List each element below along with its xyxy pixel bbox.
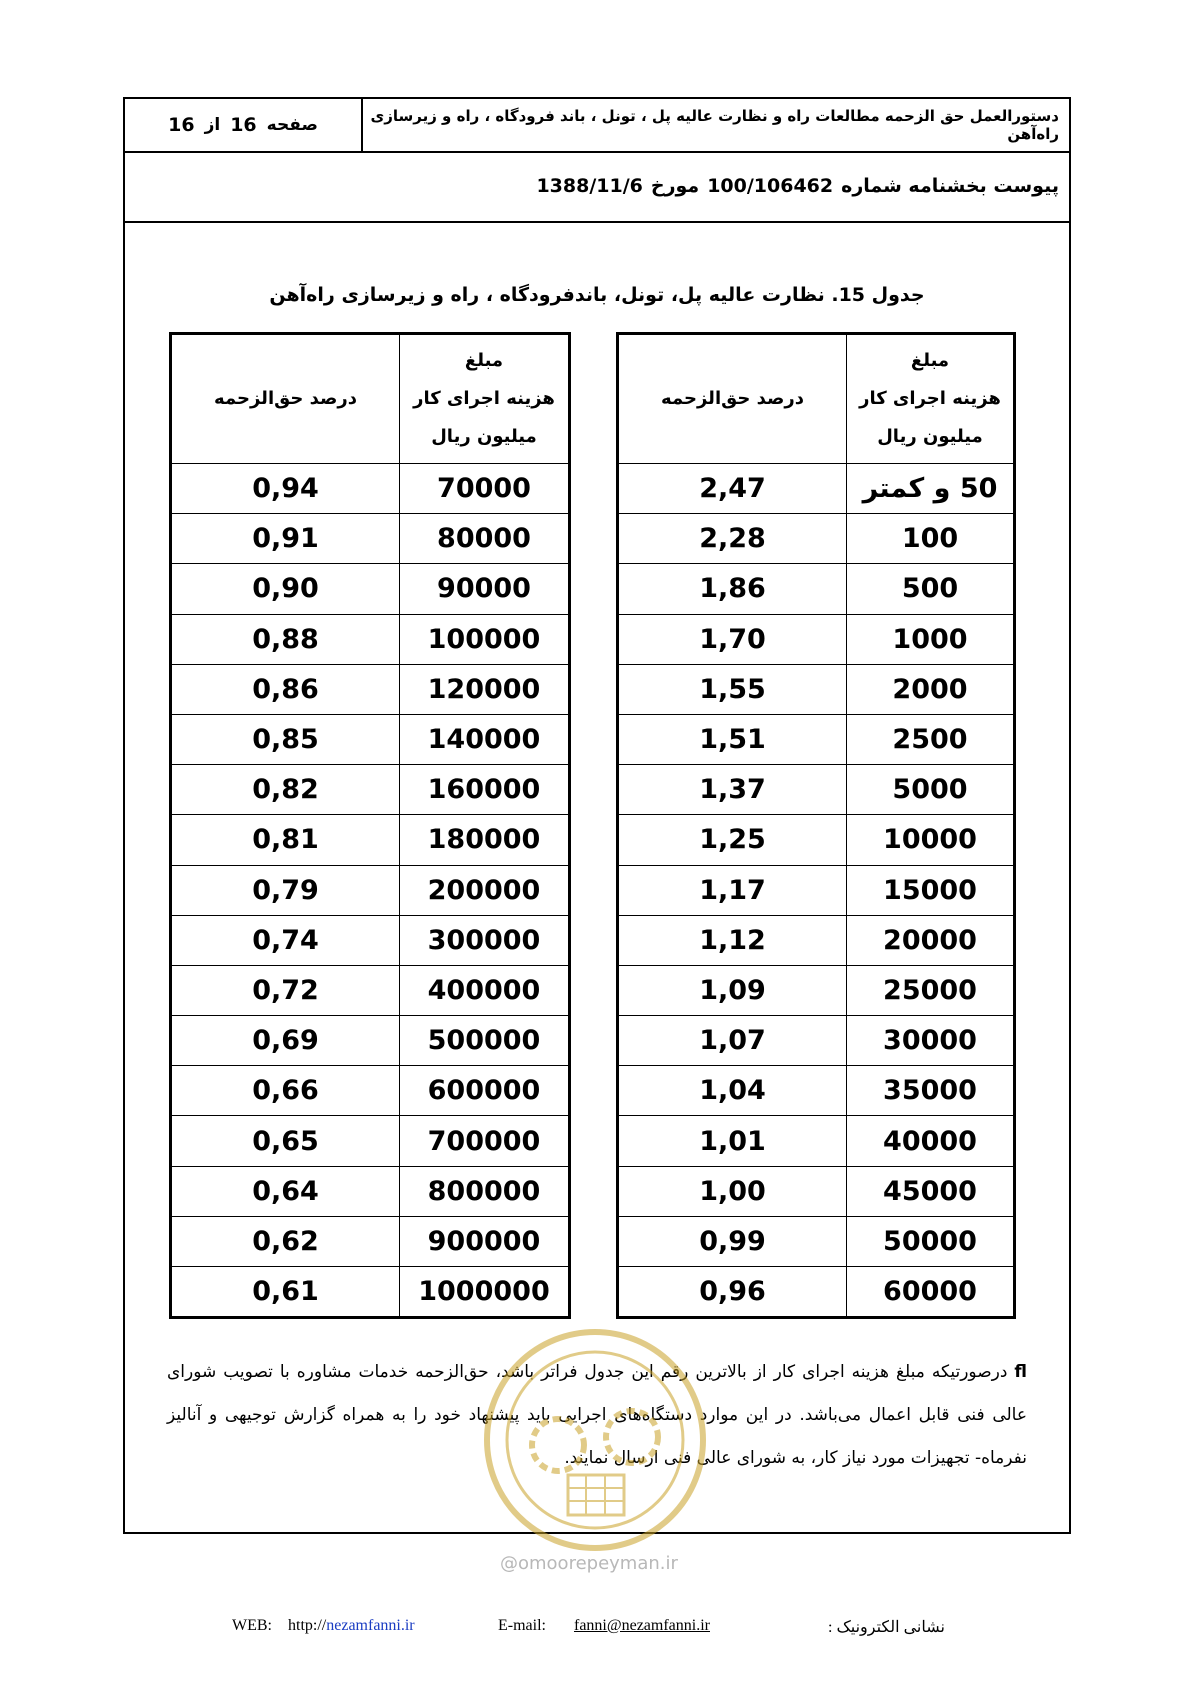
footnote-marker: fl — [1014, 1362, 1027, 1382]
percent-cell: 1,04 — [618, 1066, 847, 1116]
cost-cell: 400000 — [400, 965, 570, 1015]
table-row — [171, 664, 570, 714]
email-link[interactable]: fanni@nezamfanni.ir — [573, 1617, 710, 1634]
page-total: 16 — [168, 114, 195, 136]
cost-cell: 800000 — [400, 1166, 570, 1216]
fee-table-right — [616, 332, 1016, 1319]
table-row — [171, 1016, 570, 1066]
cost-cell: 60000 — [847, 1267, 1015, 1318]
cost-cell: 30000 — [847, 1016, 1015, 1066]
percent-cell: 0,85 — [171, 714, 400, 764]
cost-header-line1: مبلغ — [910, 350, 950, 371]
fee-table-left — [169, 332, 571, 1319]
cost-cell: 500 — [847, 564, 1015, 614]
reference-date-word: مورخ — [650, 175, 700, 197]
percent-cell: 0,99 — [618, 1216, 847, 1266]
table-row — [171, 514, 570, 564]
percent-cell: 1,70 — [618, 614, 847, 664]
table-row — [618, 1166, 1015, 1216]
percent-cell: 0,94 — [171, 464, 400, 514]
table-row — [171, 1267, 570, 1318]
table-row — [618, 614, 1015, 664]
cost-cell: 10000 — [847, 815, 1015, 865]
percent-cell: 1,51 — [618, 714, 847, 764]
percent-cell: 0,72 — [171, 965, 400, 1015]
web-label: WEB: — [232, 1617, 272, 1634]
percent-cell: 0,96 — [618, 1267, 847, 1318]
percent-cell: 1,07 — [618, 1016, 847, 1066]
cost-cell: 140000 — [400, 714, 570, 764]
percent-cell: 1,17 — [618, 865, 847, 915]
table-row — [618, 464, 1015, 514]
reference-prefix: پیوست بخشنامه شماره — [841, 175, 1059, 197]
percent-cell: 1,01 — [618, 1116, 847, 1166]
cost-cell: 180000 — [400, 815, 570, 865]
cost-cell: 45000 — [847, 1166, 1015, 1216]
cost-header-line2: هزینه اجرای کار — [413, 388, 555, 409]
cost-cell: 5000 — [847, 765, 1015, 815]
cost-cell: 2500 — [847, 714, 1015, 764]
cost-cell: 15000 — [847, 865, 1015, 915]
percent-column-header: درصد حق‌الزحمه — [618, 334, 847, 464]
cost-cell: 500000 — [400, 1016, 570, 1066]
percent-cell: 1,86 — [618, 564, 847, 614]
cost-column-header — [400, 334, 570, 464]
cost-header-line3: میلیون ریال — [877, 426, 983, 447]
percent-cell: 0,61 — [171, 1267, 400, 1318]
web-link[interactable]: nezamfanni.ir — [326, 1617, 415, 1634]
table-row — [171, 915, 570, 965]
watermark-text: @omoorepeyman.ir — [500, 1553, 678, 1574]
table-row — [171, 464, 570, 514]
table-row — [618, 765, 1015, 815]
percent-cell: 0,90 — [171, 564, 400, 614]
reference-date: 1388/11/6 — [536, 175, 643, 197]
cost-cell: 90000 — [400, 564, 570, 614]
cost-cell: 100 — [847, 514, 1015, 564]
table-row — [171, 865, 570, 915]
cost-cell: 50 و کمتر — [847, 464, 1015, 514]
table-row — [171, 714, 570, 764]
cost-column-header — [847, 334, 1015, 464]
table-row — [171, 1166, 570, 1216]
percent-cell: 1,25 — [618, 815, 847, 865]
percent-cell: 0,81 — [171, 815, 400, 865]
cost-cell: 600000 — [400, 1066, 570, 1116]
watermark-seal-icon — [480, 1325, 710, 1555]
cost-cell: 80000 — [400, 514, 570, 564]
percent-cell: 0,74 — [171, 915, 400, 965]
web-prefix: http:// — [288, 1617, 327, 1634]
page-number: 16 — [230, 114, 257, 136]
cost-header-line1: مبلغ — [464, 350, 504, 371]
table-row — [171, 1216, 570, 1266]
cost-cell: 1000000 — [400, 1267, 570, 1318]
footer-email — [498, 1617, 710, 1635]
percent-cell: 0,64 — [171, 1166, 400, 1216]
table-row — [171, 815, 570, 865]
percent-cell: 0,82 — [171, 765, 400, 815]
table-header-row — [618, 334, 1015, 464]
of-word: از — [204, 115, 221, 135]
page-header — [125, 99, 1069, 153]
table-row — [171, 1116, 570, 1166]
table-row — [618, 664, 1015, 714]
cost-cell: 70000 — [400, 464, 570, 514]
cost-cell: 200000 — [400, 865, 570, 915]
table-body — [171, 464, 570, 1318]
cost-cell: 1000 — [847, 614, 1015, 664]
percent-cell: 0,62 — [171, 1216, 400, 1266]
table-row — [618, 915, 1015, 965]
table-row — [618, 815, 1015, 865]
table-row — [618, 965, 1015, 1015]
table-row — [171, 564, 570, 614]
table-row — [618, 1066, 1015, 1116]
percent-cell: 1,00 — [618, 1166, 847, 1216]
table-row — [618, 714, 1015, 764]
page-indicator — [125, 99, 363, 151]
percent-cell: 0,69 — [171, 1016, 400, 1066]
table-row — [618, 564, 1015, 614]
email-label: E-mail: — [498, 1617, 546, 1634]
percent-cell: 2,47 — [618, 464, 847, 514]
cost-cell: 900000 — [400, 1216, 570, 1266]
cost-cell: 160000 — [400, 765, 570, 815]
footer-address-label: نشانی الکترونیک : — [828, 1619, 945, 1636]
table-row — [171, 965, 570, 1015]
table-row — [171, 765, 570, 815]
cost-cell: 100000 — [400, 614, 570, 664]
table-body — [618, 464, 1015, 1318]
percent-cell: 0,91 — [171, 514, 400, 564]
percent-cell: 1,09 — [618, 965, 847, 1015]
document-title: دستورالعمل حق الزحمه مطالعات راه و نظارت عالیه پل ، تونل ، باند فرودگاه ، راه و زیرسازی راه‌آهن — [370, 107, 1059, 143]
cost-cell: 25000 — [847, 965, 1015, 1015]
cost-cell: 35000 — [847, 1066, 1015, 1116]
table-row — [618, 1016, 1015, 1066]
reference-number: 100/106462 — [707, 175, 834, 197]
circular-reference — [125, 151, 1069, 223]
page-frame — [123, 97, 1071, 1534]
cost-header-line3: میلیون ریال — [431, 426, 537, 447]
cost-cell: 40000 — [847, 1116, 1015, 1166]
table-row — [618, 514, 1015, 564]
table-row — [171, 1066, 570, 1116]
cost-cell: 20000 — [847, 915, 1015, 965]
percent-cell: 2,28 — [618, 514, 847, 564]
percent-cell: 0,79 — [171, 865, 400, 915]
percent-cell: 0,88 — [171, 614, 400, 664]
footnote-text: درصورتیکه مبلغ هزینه اجرای کار از بالاترین رقم این جدول فراتر باشد، حق‌الزحمه خدمات مشاوره با تصویب شورای عالی فنی قابل اعمال می‌باشد. در این موارد دستگاه‌های اجرایی باید پیشنهاد خود را به همراه گزارش توجیهی و آنالیز نفرماه- تجهیزات مورد نیاز کار، به شورای عالی فنی ارسال نمایند. — [167, 1362, 1027, 1468]
percent-column-header: درصد حق‌الزحمه — [171, 334, 400, 464]
cost-header-line2: هزینه اجرای کار — [859, 388, 1001, 409]
table-row — [618, 1267, 1015, 1318]
table-row — [618, 1216, 1015, 1266]
percent-cell: 0,86 — [171, 664, 400, 714]
percent-cell: 1,55 — [618, 664, 847, 714]
footer-web — [232, 1617, 415, 1635]
page-word: صفحه — [266, 115, 318, 135]
percent-cell: 1,37 — [618, 765, 847, 815]
cost-cell: 300000 — [400, 915, 570, 965]
table-title: جدول 15. نظارت عالیه پل، تونل، باندفرودگاه ، راه و زیرسازی راه‌آهن — [269, 284, 925, 306]
percent-cell: 0,65 — [171, 1116, 400, 1166]
table-row — [618, 865, 1015, 915]
percent-cell: 0,66 — [171, 1066, 400, 1116]
cost-cell: 700000 — [400, 1116, 570, 1166]
cost-cell: 50000 — [847, 1216, 1015, 1266]
table-row — [171, 614, 570, 664]
cost-cell: 120000 — [400, 664, 570, 714]
table-header-row — [171, 334, 570, 464]
cost-cell: 2000 — [847, 664, 1015, 714]
percent-cell: 1,12 — [618, 915, 847, 965]
table-row — [618, 1116, 1015, 1166]
